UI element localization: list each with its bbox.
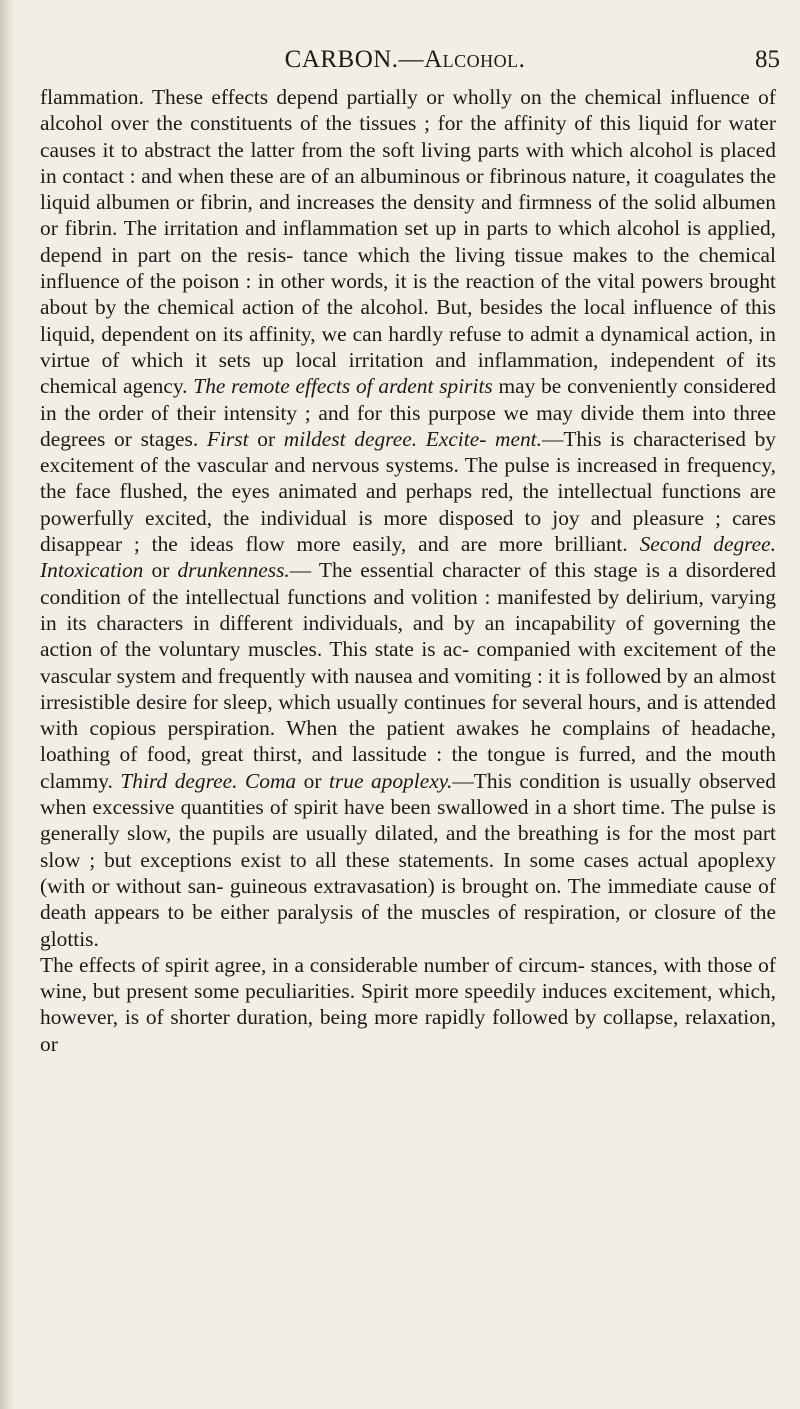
emphasis-first: First — [206, 426, 249, 451]
body-text — [40, 84, 776, 1057]
page-number: 85 — [755, 46, 780, 73]
paragraph-1-text-f: — The essential character of this stage is a disordered condition of the intellectual functions and volition : manifested by delirium, varying in its characters in different individuals, and by an incapability of governing the action of the voluntary muscles. This state is ac- companied with excitement of the vascular system and frequently with nausea and vomiting : it is followed by an almost irresistible desire for sleep, which usually continues for several hours, and is attended with copious perspiration. When the patient awakes he complains of headache, loathing of food, great thirst, and lassitude : the tongue is furred, and the mouth clammy. — [40, 558, 777, 793]
book-page — [30, 0, 780, 1056]
paragraph-1-text-e: or — [143, 558, 178, 583]
paragraph-1-text-d: —This is characterised by excitement of the vascular and nervous systems. The pulse is increased in frequency, the face flushed, the eyes animated and perhaps red, the intellectual functions are powerfully excited, the individual is more disposed to joy and pleasure ; cares disappear ; the ideas flow more easily, and are more brilliant. — [40, 426, 777, 557]
running-title-subject: Alcohol. — [424, 46, 526, 73]
paragraph-1-text-c: or — [248, 426, 284, 451]
paragraph-1-text-g: or — [296, 768, 329, 793]
emphasis-mildest-degree: mildest degree. Excite- ment. — [283, 426, 542, 451]
running-title-main: CARBON.— — [284, 46, 425, 73]
paragraph-1 — [40, 84, 776, 952]
paragraph-2: The effects of spirit agree, in a considerable number of circum- stances, with those of wine, but present some peculiarities. Spirit more speedily induces excitement, which, however, is of shorter duration, being more rapidly followed by collapse, relaxation, or — [40, 952, 776, 1056]
emphasis-drunkenness: drunkenness. — [177, 558, 290, 583]
emphasis-second-degree: Second degree. Intoxication — [40, 532, 777, 583]
running-head — [30, 0, 780, 73]
book-spine-shadow — [0, 0, 14, 1409]
emphasis-remote-effects: The remote effects of ardent spirits — [193, 374, 493, 399]
emphasis-true-apoplexy: true apoplexy. — [328, 768, 453, 793]
running-title — [30, 46, 780, 74]
paragraph-1-text-a: flammation. These effects depend partially or wholly on the chemical influence of alcohol over the constituents of the tissues ; for the affinity of this liquid for water causes it to abstract the latter from the soft living parts with which alcohol is placed in contact : and when these are of an albuminous or fibrinous nature, it coagulates the liquid albumen or fibrin, and increases the density and firmness of the solid albumen or fibrin. The irritation and inflammation set up in parts to which alcohol is applied, depend in part on the resis- tance which the living tissue makes to the chemical influence of the poison : in other words, it is the reaction of the vital powers brought about by the chemical action of the alcohol. But, besides the local influence of this liquid, dependent on its affinity, we can hardly refuse to admit a dynamical action, in virtue of which it sets up local irritation and inflammation, independent of its chemical agency. — [40, 85, 776, 399]
paragraph-1-text-h: —This condition is usually observed when excessive quantities of spirit have been swallowed in a short time. The pulse is generally slow, the pupils are usually dilated, and the breathing is for the most part slow ; but exceptions exist to all these statements. In some cases actual apoplexy (with or without san- guineous extravasation) is brought on. The immediate cause of death appears to be either paralysis of the muscles of respiration, or closure of the glottis. — [40, 768, 776, 951]
paragraph-1-text-b: may be conveniently considered in the order of their intensity ; and for this purpose we may divide them into three degrees or stages. — [40, 374, 776, 451]
emphasis-third-degree: Third degree. Coma — [120, 768, 297, 793]
